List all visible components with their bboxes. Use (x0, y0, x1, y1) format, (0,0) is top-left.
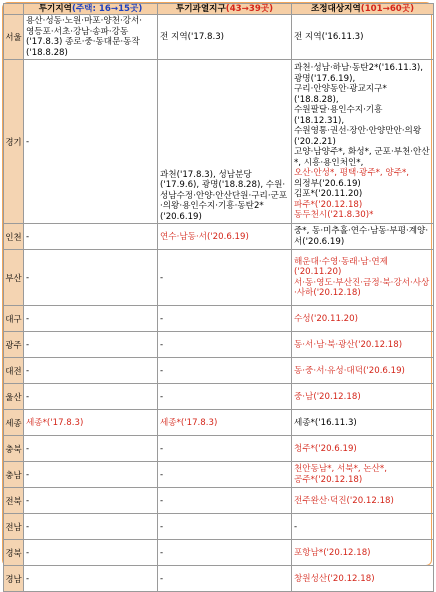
region-cell: 광주 (4, 332, 24, 358)
region-cell: 경북 (4, 540, 24, 566)
speculation-area-cell: - (24, 306, 158, 332)
region-cell: 전남 (4, 514, 24, 540)
adjusted-area-cell: 포항남*('20.12.18) (292, 540, 434, 566)
speculation-area-cell: - (24, 358, 158, 384)
header-region (4, 4, 24, 15)
cell-line: 동두천시('21.8.30)* (294, 210, 374, 221)
table-row (4, 488, 434, 514)
table-row (4, 15, 434, 60)
cell-line: 의정부('20.6.19) (294, 178, 361, 189)
speculation-area-cell: - (24, 250, 158, 306)
header-adjusted-area (292, 4, 434, 15)
adjusted-area-cell: 중*, 동·미추홀·연수·남동·부평·계양·서('20.6.19) (292, 224, 434, 250)
table-row (4, 540, 434, 566)
table-header-row (4, 4, 434, 15)
region-cell: 울산 (4, 384, 24, 410)
speculation-area-cell: - (24, 462, 158, 488)
overheated-district-cell: - (158, 332, 292, 358)
overheated-district-cell: 과천('17.8.3), 성남분당('17.9.6), 광명('18.8.28), 수원·성남수정·안양·안산단원·구리·군포·의왕·용인수지·기흥·동탄2*('20.6.19) (158, 60, 292, 224)
speculation-area-cell: - (24, 566, 158, 592)
speculation-area-cell: - (24, 436, 158, 462)
cell-line: 해운대·수영·동래·남·연제('20.11.20) (294, 256, 388, 278)
adjusted-area-cell (292, 462, 434, 488)
adjusted-area-cell: 세종*('16.11.3) (292, 410, 434, 436)
adjusted-area-cell: 전 지역('16.11.3) (292, 15, 434, 60)
cell-line: 과천·성남·하남·동탄2*('16.11.3), 광명('17.6.19), (294, 63, 423, 84)
speculation-area-cell: - (24, 224, 158, 250)
region-cell: 충북 (4, 436, 24, 462)
cell-line: 서·동·영도·부산진·금정·북·강서·사상·사하('20.12.18) (294, 277, 430, 299)
region-cell: 경기 (4, 60, 24, 224)
speculation-area-cell: 용산·성동·노원·마포·양천·강서·영등포·서초·강남·송파·강동('17.8.3) 종로·중·동대문·동작('18.8.28) (24, 15, 158, 60)
adjusted-area-cell: 동·중·서·유성·대덕('20.6.19) (292, 358, 434, 384)
region-cell: 서울 (4, 15, 24, 60)
overheated-district-cell: - (158, 436, 292, 462)
overheated-district-cell: - (158, 384, 292, 410)
adjusted-area-cell: 창원성산('20.12.18) (292, 566, 434, 592)
region-cell: 부산 (4, 250, 24, 306)
table-row (4, 514, 434, 540)
header-adjusted-area-note: (101→60곳) (360, 4, 415, 14)
region-cell: 인천 (4, 224, 24, 250)
cell-line: 파주*('20.12.18) (294, 199, 363, 210)
overheated-district-cell: 연수·남동·서('20.6.19) (158, 224, 292, 250)
table-row (4, 462, 434, 488)
table-row (4, 566, 434, 592)
table-row (4, 60, 434, 224)
region-cell: 충남 (4, 462, 24, 488)
table-row (4, 384, 434, 410)
table-row (4, 224, 434, 250)
table-row (4, 410, 434, 436)
region-cell: 경남 (4, 566, 24, 592)
region-cell: 전북 (4, 488, 24, 514)
header-overheated-district-note: (43→39곳) (225, 4, 274, 14)
header-overheated-district-label: 투기과열지구 (175, 4, 226, 14)
table-row (4, 250, 434, 306)
speculation-area-cell: - (24, 514, 158, 540)
speculation-area-cell: - (24, 384, 158, 410)
table-row (4, 332, 434, 358)
header-overheated-district (158, 4, 292, 15)
overheated-district-cell: - (158, 566, 292, 592)
cell-line: 수원영통·권선·장안·안양만안·의왕('20.2.21) (294, 126, 422, 147)
table-row (4, 436, 434, 462)
cell-line: 구리·안양동안·광교지구*('18.8.28), (294, 84, 387, 105)
overheated-district-cell: - (158, 514, 292, 540)
speculation-area-cell: - (24, 540, 158, 566)
overheated-district-cell: 세종*('17.8.3) (158, 410, 292, 436)
adjusted-area-cell (292, 250, 434, 306)
overheated-district-cell: 전 지역('17.8.3) (158, 15, 292, 60)
cell-line: 공주*('20.12.18) (294, 474, 363, 485)
overheated-district-cell: - (158, 488, 292, 514)
adjusted-area-cell: 동·서·남·북·광산('20.12.18) (292, 332, 434, 358)
designation-table-frame (2, 2, 432, 584)
region-cell: 세종 (4, 410, 24, 436)
adjusted-area-cell: 중·남('20.12.18) (292, 384, 434, 410)
header-speculation-area-note: (주택: 16→15곳) (71, 4, 143, 14)
overheated-district-cell: - (158, 540, 292, 566)
table-row (4, 358, 434, 384)
speculation-area-cell: - (24, 488, 158, 514)
regulated-area-table (3, 3, 434, 592)
cell-line: 김포*('20.11.20) (294, 189, 363, 200)
adjusted-area-cell: - (292, 514, 434, 540)
cell-line: 오산·안성*, 평택·광주*, 양주*, (294, 168, 410, 179)
overheated-district-cell: - (158, 462, 292, 488)
overheated-district-cell: - (158, 358, 292, 384)
region-cell: 대전 (4, 358, 24, 384)
overheated-district-cell: - (158, 306, 292, 332)
overheated-district-cell: - (158, 250, 292, 306)
speculation-area-cell: 세종*('17.8.3) (24, 410, 158, 436)
header-adjusted-area-label: 조정대상지역 (310, 4, 361, 14)
adjusted-area-cell (292, 60, 434, 224)
cell-line: 고양·남양주*, 화성*, 군포·부천·안산*, 시흥·용인처인*, (294, 147, 430, 168)
adjusted-area-cell: 청주*('20.6.19) (292, 436, 434, 462)
cell-line: 수원팔달·용인수지·기흥('18.12.31), (294, 105, 383, 126)
cell-line: 천안동남*, 서북*, 논산*, (294, 464, 387, 475)
region-cell: 대구 (4, 306, 24, 332)
speculation-area-cell: - (24, 60, 158, 224)
adjusted-area-cell: 수성('20.11.20) (292, 306, 434, 332)
speculation-area-cell: - (24, 332, 158, 358)
header-speculation-area (24, 4, 158, 15)
adjusted-area-cell: 전주완산·덕진('20.12.18) (292, 488, 434, 514)
table-row (4, 306, 434, 332)
header-speculation-area-label: 투기지역 (38, 4, 72, 14)
